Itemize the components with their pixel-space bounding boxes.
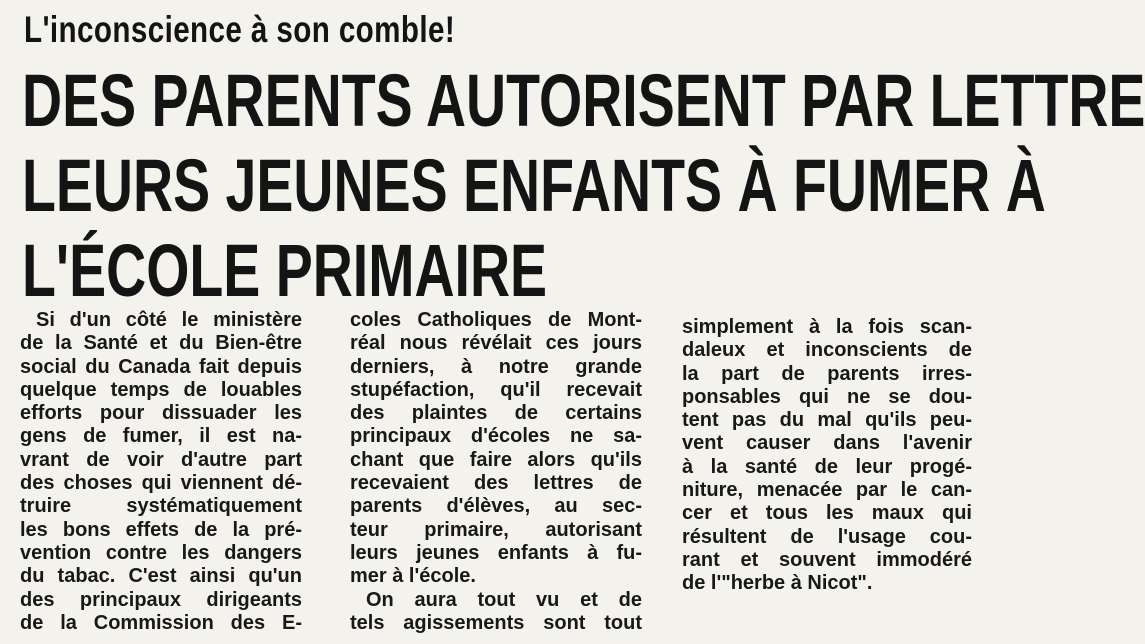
text-line: niture, menacée par le can-: [682, 479, 972, 502]
text-line: chant que faire alors qu'ils: [350, 448, 642, 471]
text-line: recevaient des lettres de: [350, 472, 642, 495]
text-line: du tabac. C'est ainsi qu'un: [20, 565, 302, 588]
text-line: stupéfaction, qu'il recevait: [350, 378, 642, 401]
headline-line: L'ÉCOLE PRIMAIRE: [22, 229, 548, 312]
text-line: la part de parents irres-: [682, 362, 972, 385]
text-line: cer et tous les maux qui: [682, 502, 972, 525]
text-line: des choses qui viennent dé-: [20, 472, 302, 495]
text-line: des plaintes de certains: [350, 402, 642, 425]
text-line: vention contre les dangers: [20, 541, 302, 564]
text-line: de l'"herbe à Nicot".: [682, 572, 873, 595]
text-line: teur primaire, autorisant: [350, 518, 642, 541]
article-headline: [22, 58, 1145, 313]
text-line: quelque temps de louables: [20, 378, 302, 401]
text-line: On aura tout vu et de: [366, 588, 642, 611]
text-line: des principaux dirigeants: [20, 588, 302, 611]
headline-line: DES PARENTS AUTORISENT PAR LETTRE: [22, 59, 1145, 142]
text-line: les bons effets de la pré-: [20, 518, 302, 541]
text-line: de la Santé et du Bien-être: [20, 332, 302, 355]
text-line: leurs jeunes enfants à fu-: [350, 541, 642, 564]
text-line: parents d'élèves, au sec-: [350, 495, 642, 518]
text-line: social du Canada fait depuis: [20, 355, 302, 378]
text-line: tels agissements sont tout: [350, 611, 642, 634]
text-line: principaux d'écoles ne sa-: [350, 425, 642, 448]
text-line: Si d'un côté le ministère: [36, 309, 302, 331]
text-line: réal nous révélait ces jours: [350, 332, 642, 355]
text-line: efforts pour dissuader les: [20, 402, 302, 425]
text-line: rant et souvent immodéré: [682, 548, 972, 571]
text-line: derniers, à notre grande: [350, 355, 642, 378]
text-line: daleux et inconscients de: [682, 339, 972, 362]
text-line: vent causer dans l'avenir: [682, 432, 972, 455]
text-line: mer à l'école.: [350, 565, 476, 588]
text-line: résultent de l'usage cou-: [682, 525, 972, 548]
text-line: simplement à la fois scan-: [682, 316, 972, 338]
article-column-1: [20, 309, 302, 635]
text-line: à la santé de leur progé-: [682, 455, 972, 478]
text-line: ponsables qui ne se dou-: [682, 385, 972, 408]
text-line: truire systématiquement: [20, 495, 302, 518]
article-column-2: [350, 309, 642, 635]
text-line: gens de fumer, il est na-: [20, 425, 302, 448]
article-column-3: [682, 316, 972, 596]
article-kicker: L'inconscience à son comble!: [24, 9, 456, 50]
text-line: coles Catholiques de Mont-: [350, 309, 642, 331]
text-line: tent pas du mal qu'ils peu-: [682, 409, 972, 432]
text-line: de la Commission des E-: [20, 611, 302, 634]
text-line: vrant de voir d'autre part: [20, 448, 302, 471]
headline-line: LEURS JEUNES ENFANTS À FUMER À: [22, 144, 1046, 227]
